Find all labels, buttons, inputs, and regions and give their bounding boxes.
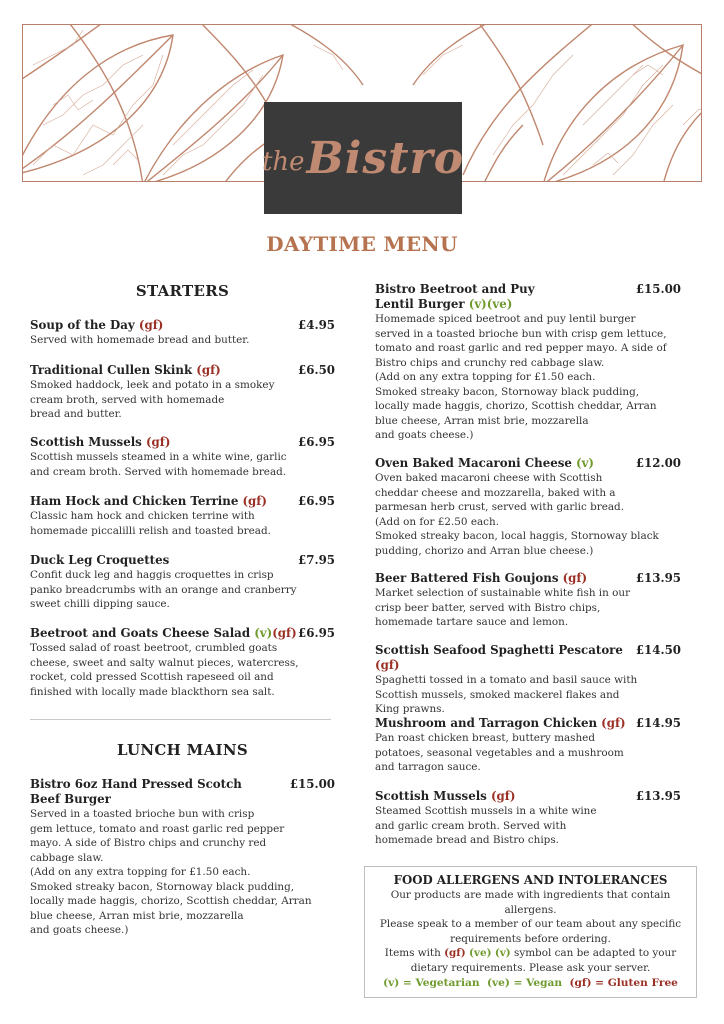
vegetarian-tag: (v)	[494, 947, 511, 960]
allergen-line: Our products are made with ingredients that contain	[390, 889, 671, 901]
lunch-mains-heading: LUNCH MAINS	[117, 741, 248, 759]
item-name: Soup of the Day (gf)	[30, 318, 164, 332]
menu-item	[30, 626, 335, 699]
item-description: Market selection of sustainable white fish in our crisp beer batter, served with Bistro chips, homemade tartare sauce and lemon.	[375, 587, 631, 628]
item-price: £15.00	[289, 777, 335, 791]
gluten-free-tag: (gf)	[444, 947, 466, 960]
item-description: Smoked haddock, leek and potato in a smokey cream broth, served with homemade bread and butter.	[30, 379, 275, 420]
item-price: £6.95	[298, 494, 335, 508]
allergen-title: FOOD ALLERGENS AND INTOLERANCES	[393, 873, 668, 887]
vegan-tag: (ve)	[486, 297, 513, 311]
item-name: Beetroot and Goats Cheese Salad (v)(gf)	[30, 626, 297, 640]
menu-item	[30, 363, 335, 422]
vegetarian-tag: (v)	[254, 626, 273, 640]
item-description: Served with homemade bread and butter.	[30, 334, 250, 346]
logo-the-text: the	[261, 147, 305, 177]
starters-heading: STARTERS	[135, 282, 230, 300]
item-price: £13.95	[635, 571, 681, 585]
gluten-free-tag: (gf)	[490, 789, 516, 803]
gluten-free-tag: (gf)	[562, 571, 588, 585]
allergen-line: allergens.	[504, 903, 557, 916]
logo-bistro-text: Bistro	[306, 132, 465, 184]
gluten-free-tag: (gf)	[138, 318, 164, 332]
item-name: Oven Baked Macaroni Cheese (v)	[375, 456, 595, 470]
legend-vegan: (ve) = Vegan	[486, 976, 563, 989]
menu-item	[30, 318, 335, 348]
menu-item	[375, 456, 681, 558]
left-column	[30, 0, 335, 1024]
allergen-legend	[365, 976, 696, 991]
menu-item	[375, 789, 681, 848]
menu-item	[375, 716, 681, 775]
gluten-free-tag: (gf)	[242, 494, 267, 508]
item-price: £12.00	[635, 456, 681, 470]
allergen-line: requirements before ordering.	[450, 932, 611, 945]
menu-item	[375, 282, 681, 443]
allergen-notice	[364, 866, 697, 998]
menu-item	[375, 643, 681, 717]
legend-vegetarian: (v) = Vegetarian	[383, 976, 480, 989]
item-name: Bistro 6oz Hand Pressed Scotch Beef Burger	[30, 777, 242, 806]
gluten-free-tag: (gf)	[145, 435, 171, 449]
menu-item	[30, 553, 335, 612]
vegan-tag: (ve)	[469, 947, 492, 960]
legend-gluten-free: (gf) = Gluten Free	[569, 976, 678, 989]
allergen-line: Items with (gf) (ve) (v) symbol can be adapted to your	[384, 947, 677, 960]
item-price: £6.95	[298, 435, 335, 449]
item-name: Mushroom and Tarragon Chicken (gf)	[375, 716, 626, 730]
gluten-free-tag: (gf)	[272, 626, 297, 640]
item-description: Classic ham hock and chicken terrine with homemade piccalilli relish and toasted bread.	[30, 510, 271, 537]
item-name: Beer Battered Fish Goujons (gf)	[375, 571, 588, 585]
item-price: £4.95	[298, 318, 335, 332]
item-description: Pan roast chicken breast, buttery mashed potatoes, seasonal vegetables and a mushroom and tarragon sauce.	[375, 732, 624, 773]
menu-item	[30, 435, 335, 479]
item-price: £15.00	[635, 282, 681, 296]
item-description: Homemade spiced beetroot and puy lentil burger served in a toasted brioche bun with crisp gem lettuce, tomato and roast garlic and red pepper mayo. A side of Bistro chips and crunchy red cabbage slaw. (Add on any extra topping for £1.50 each. Smoked streaky bacon, Stornoway black pudding, locally made haggis, chorizo, Scottish cheddar, Arran blue cheese, Arran mist brie, mozzarella and goats cheese.)	[375, 313, 667, 441]
vegetarian-tag: (v)	[468, 297, 487, 311]
item-price: £6.95	[298, 626, 335, 640]
item-description: Oven baked macaroni cheese with Scottish cheddar cheese and mozzarella, baked with a parmesan herb crust, served with garlic bread. (Add on for £2.50 each. Smoked streaky bacon, local haggis, Stornoway black pudding, chorizo and Arran blue cheese.)	[375, 472, 659, 557]
item-description: Confit duck leg and haggis croquettes in crisp panko breadcrumbs with an orange and cranberry sweet chilli dipping sauce.	[30, 569, 297, 610]
menu-item	[30, 494, 335, 538]
item-description: Scottish mussels steamed in a white wine, garlic and cream broth. Served with homemade bread.	[30, 451, 287, 478]
menu-item	[30, 777, 335, 938]
menu-item	[375, 571, 681, 630]
gluten-free-tag: (gf)	[196, 363, 221, 377]
item-name: Scottish Mussels (gf)	[30, 435, 171, 449]
item-name: Scottish Mussels (gf)	[375, 789, 516, 803]
item-name: Scottish Seafood Spaghetti Pescatore (gf)	[375, 643, 623, 672]
item-price: £7.95	[298, 553, 335, 567]
item-description: Steamed Scottish mussels in a white wine and garlic cream broth. Served with homemade bread and Bistro chips.	[375, 805, 597, 846]
page-title: DAYTIME MENU	[266, 232, 458, 256]
item-price: £14.50	[635, 643, 681, 657]
item-price: £6.50	[298, 363, 335, 377]
item-price: £13.95	[635, 789, 681, 803]
vegetarian-tag: (v)	[575, 456, 595, 470]
gluten-free-tag: (gf)	[601, 716, 626, 730]
section-divider	[30, 719, 331, 720]
allergen-line: dietary requirements. Please ask your server.	[410, 961, 651, 974]
gluten-free-tag: (gf)	[375, 658, 400, 672]
item-description: Served in a toasted brioche bun with crisp gem lettuce, tomato and roast garlic red pepper mayo. A side of Bistro chips and crunchy red cabbage slaw. (Add on any extra topping for £1.50 each. Smoked streaky bacon, Stornoway black pudding, locally made haggis, chorizo, Scottish cheddar, Arran blue cheese, Arran mist brie, mozzarella and goats cheese.)	[30, 808, 312, 936]
allergen-line: Please speak to a member of our team about any specific	[379, 918, 682, 931]
item-name: Ham Hock and Chicken Terrine (gf)	[30, 494, 267, 508]
item-price: £14.95	[635, 716, 681, 730]
item-name: Bistro Beetroot and Puy Lentil Burger (v)(ve)	[375, 282, 535, 311]
item-description: Tossed salad of roast beetroot, crumbled goats cheese, sweet and salty walnut pieces, watercress, rocket, cold pressed Scottish rapeseed oil and finished with locally made blackthorn sea salt.	[30, 642, 299, 698]
item-name: Duck Leg Croquettes	[30, 553, 170, 567]
item-description: Spaghetti tossed in a tomato and basil sauce with Scottish mussels, smoked mackerel flakes and King prawns.	[375, 674, 638, 715]
item-name: Traditional Cullen Skink (gf)	[30, 363, 221, 377]
